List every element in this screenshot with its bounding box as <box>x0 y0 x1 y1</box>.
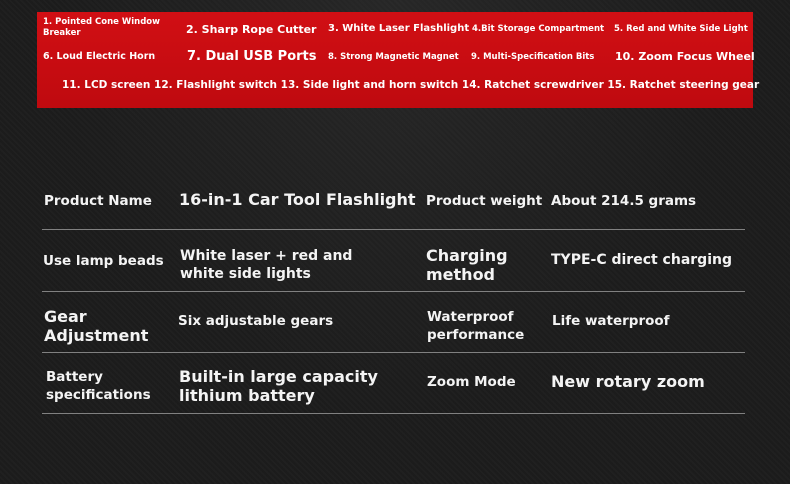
feature-6: 6. Loud Electric Horn <box>43 51 156 62</box>
spec-row <box>37 292 745 353</box>
spec-value-battery: Built-in large capacity lithium battery <box>179 367 378 405</box>
feature-banner <box>37 12 760 108</box>
spec-value-waterproof: Life waterproof <box>552 313 670 329</box>
spec-label-battery: Battery specifications <box>46 369 151 403</box>
feature-7: 7. Dual USB Ports <box>187 49 317 64</box>
feature-2: 2. Sharp Rope Cutter <box>186 23 317 36</box>
spec-label-waterproof: Waterproof performance <box>427 309 525 343</box>
feature-4: 4.Bit Storage Compartment <box>472 24 605 34</box>
spec-label-lamp-beads: Use lamp beads <box>43 253 164 269</box>
spec-row <box>37 172 745 230</box>
spec-value-charging-method: TYPE-C direct charging <box>551 252 732 268</box>
spec-row <box>37 353 745 414</box>
spec-value-gear-adjustment: Six adjustable gears <box>178 313 334 329</box>
feature-1: 1. Pointed Cone Window Breaker <box>43 17 160 38</box>
spec-label-zoom-mode: Zoom Mode <box>427 374 516 390</box>
row-divider <box>42 413 745 414</box>
feature-11-15: 11. LCD screen 12. Flashlight switch 13. Side light and horn switch 14. Ratchet screwdriver 15. Ratchet steering gear <box>62 79 760 91</box>
spec-value-lamp-beads: White laser + red and white side lights <box>180 248 353 282</box>
spec-value-product-weight: About 214.5 grams <box>551 193 697 209</box>
spec-label-product-weight: Product weight <box>426 193 543 209</box>
spec-row <box>37 230 745 292</box>
spec-label-product-name: Product Name <box>44 193 152 209</box>
feature-8: 8. Strong Magnetic Magnet <box>328 52 459 62</box>
spec-label-gear-adjustment: Gear Adjustment <box>44 307 149 345</box>
feature-5: 5. Red and White Side Light <box>614 24 748 34</box>
spec-label-charging-method: Charging method <box>426 246 508 284</box>
feature-3: 3. White Laser Flashlight <box>328 23 470 34</box>
feature-9: 9. Multi-Specification Bits <box>471 52 595 62</box>
spec-value-product-name: 16-in-1 Car Tool Flashlight <box>179 190 416 209</box>
feature-10: 10. Zoom Focus Wheel <box>615 50 755 63</box>
spec-value-zoom-mode: New rotary zoom <box>551 372 705 391</box>
